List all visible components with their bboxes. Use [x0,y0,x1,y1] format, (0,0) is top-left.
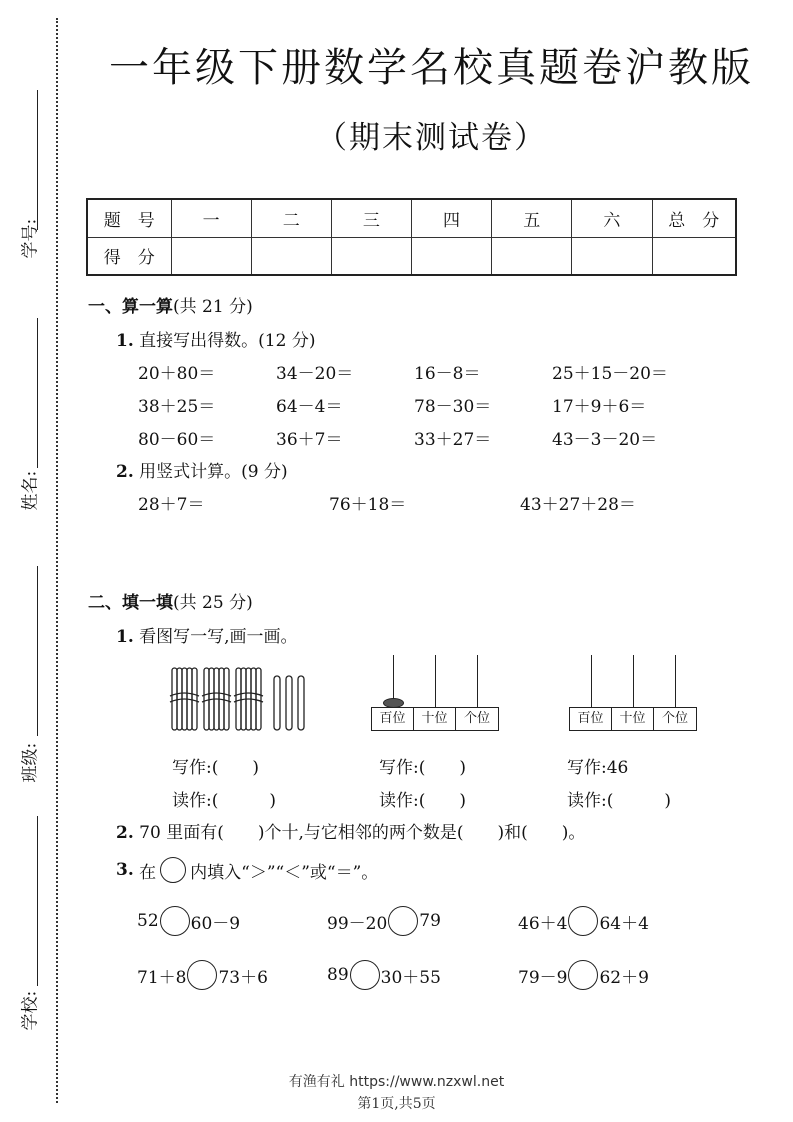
score-cell: 四 [411,199,491,237]
read-answer[interactable]: 读作:( ) [172,791,276,811]
side-label: 班级: [20,742,41,783]
stick-bundles-figure [168,662,308,734]
abacus-rod [477,655,478,707]
section-title-text: 一、算一算 [88,297,173,317]
compare-item [518,960,649,990]
calc-item: 80－60＝ [138,430,216,450]
score-cell: 五 [492,199,572,237]
write-answer: 写作:46 [567,758,629,778]
score-table-score-row [87,237,736,275]
compare-item [518,906,649,936]
section2-q2 [116,818,585,843]
compare-right: 60－9 [190,913,241,934]
read-answer[interactable]: 读作:( ) [379,791,466,811]
calc-item: 25＋15－20＝ [552,364,668,384]
side-line [37,90,38,230]
compare-circle[interactable] [568,906,598,936]
score-input-cell[interactable] [652,237,736,275]
score-input-cell[interactable] [492,237,572,275]
score-cell: 题 号 [87,199,171,237]
compare-circle[interactable] [350,960,380,990]
abacus-rod [435,655,436,707]
calc-item: 38＋25＝ [138,397,216,417]
compare-left: 89 [327,965,349,985]
section2-q3-title [116,857,378,883]
question-text: 70 里面有( )个十,与它相邻的两个数是( )和( )。 [139,823,586,843]
score-table [86,198,737,276]
side-label: 学号: [20,218,41,259]
page-title: 一年级下册数学名校真题卷沪教版 [109,45,754,91]
compare-item [137,960,268,990]
calc-item: 36＋7＝ [276,430,343,450]
abacus-label-box [569,707,697,731]
question-number: 2. [116,823,134,843]
compare-right: 30＋55 [380,967,441,988]
footer-watermark: 有渔有礼 https://www.nzxwl.net [288,1074,505,1090]
calc-item: 16－8＝ [414,364,481,384]
compare-circle[interactable] [568,960,598,990]
section-points: (共 25 分) [173,593,253,613]
compare-left: 46＋4 [518,913,568,934]
abacus-rod [633,655,634,707]
abacus-label: 个位 [661,711,688,726]
compare-left: 79－9 [518,967,568,988]
footer-page-number: 第1页,共5页 [357,1096,436,1112]
score-cell: 六 [572,199,652,237]
question-number: 1. [116,331,134,351]
abacus-label-box [371,707,499,731]
score-input-cell[interactable] [572,237,652,275]
compare-circle[interactable] [187,960,217,990]
side-line [37,318,38,468]
vertical-calc-item: 28＋7＝ [138,495,205,515]
score-cell: 一 [171,199,251,237]
calc-item: 64－4＝ [276,397,343,417]
write-answer[interactable]: 写作:( ) [172,758,259,778]
stick-bundle [202,668,231,730]
compare-circle[interactable] [160,906,190,936]
binding-dotted-line [56,18,58,1103]
section2-q1-title [116,622,298,647]
question-number: 2. [116,462,134,482]
calc-item: 33＋27＝ [414,430,492,450]
vertical-calc-item: 43＋27＋28＝ [520,495,636,515]
compare-left: 71＋8 [137,967,187,988]
section-title-text: 二、填一填 [88,593,173,613]
calc-item: 17＋9＋6＝ [552,397,647,417]
section-points: (共 21 分) [173,297,253,317]
score-input-cell[interactable] [251,237,331,275]
single-stick [274,676,280,730]
compare-item [137,906,240,936]
compare-item [327,906,441,936]
abacus-label: 个位 [463,711,490,726]
score-cell: 三 [331,199,411,237]
abacus-rod [591,655,592,707]
compare-right: 62＋9 [599,967,649,988]
score-cell: 得 分 [87,237,171,275]
side-line [37,566,38,736]
abacus-rod [675,655,676,707]
score-cell: 二 [251,199,331,237]
question-text: 内填入“＞”“＜”或“＝”。 [190,862,379,883]
compare-circle[interactable] [388,906,418,936]
side-label: 学校: [20,990,41,1031]
compare-right: 79 [419,911,441,931]
calc-item: 20＋80＝ [138,364,216,384]
abacus-label: 百位 [570,708,612,730]
stick-bundle [234,668,263,730]
calc-item: 43－3－20＝ [552,430,658,450]
question-number: 1. [116,627,134,647]
compare-left: 52 [137,911,159,931]
calc-item: 78－30＝ [414,397,492,417]
section1-title [88,292,253,317]
score-table-header-row [87,199,736,237]
question-text: 看图写一写,画一画。 [139,627,298,647]
compare-right: 64＋4 [599,913,649,934]
score-input-cell[interactable] [171,237,251,275]
write-answer[interactable]: 写作:( ) [379,758,466,778]
single-stick [298,676,304,730]
compare-right: 73＋6 [218,967,268,988]
stick-bundle [170,668,199,730]
read-answer[interactable]: 读作:( ) [567,791,671,811]
score-input-cell[interactable] [331,237,411,275]
compare-item [327,960,441,990]
side-label: 姓名: [20,470,41,511]
vertical-calc-item: 76＋18＝ [329,495,407,515]
abacus-label: 十位 [612,708,654,730]
calc-item: 34－20＝ [276,364,354,384]
score-cell: 总 分 [652,199,736,237]
question-text: 在 [139,862,157,883]
question-number: 3. [116,860,134,880]
section1-q2-title [116,457,288,482]
side-line [37,816,38,986]
compare-left: 99－20 [327,913,388,934]
abacus-label: 十位 [414,708,456,730]
page-subtitle: （期末测试卷） [316,120,547,156]
circle-icon [160,857,186,883]
score-input-cell[interactable] [411,237,491,275]
abacus-label: 百位 [372,708,414,730]
question-text: 直接写出得数。(12 分) [139,331,316,351]
question-text: 用竖式计算。(9 分) [139,462,288,482]
section1-q1-title [116,326,315,351]
single-stick [286,676,292,730]
section2-title [88,588,253,613]
